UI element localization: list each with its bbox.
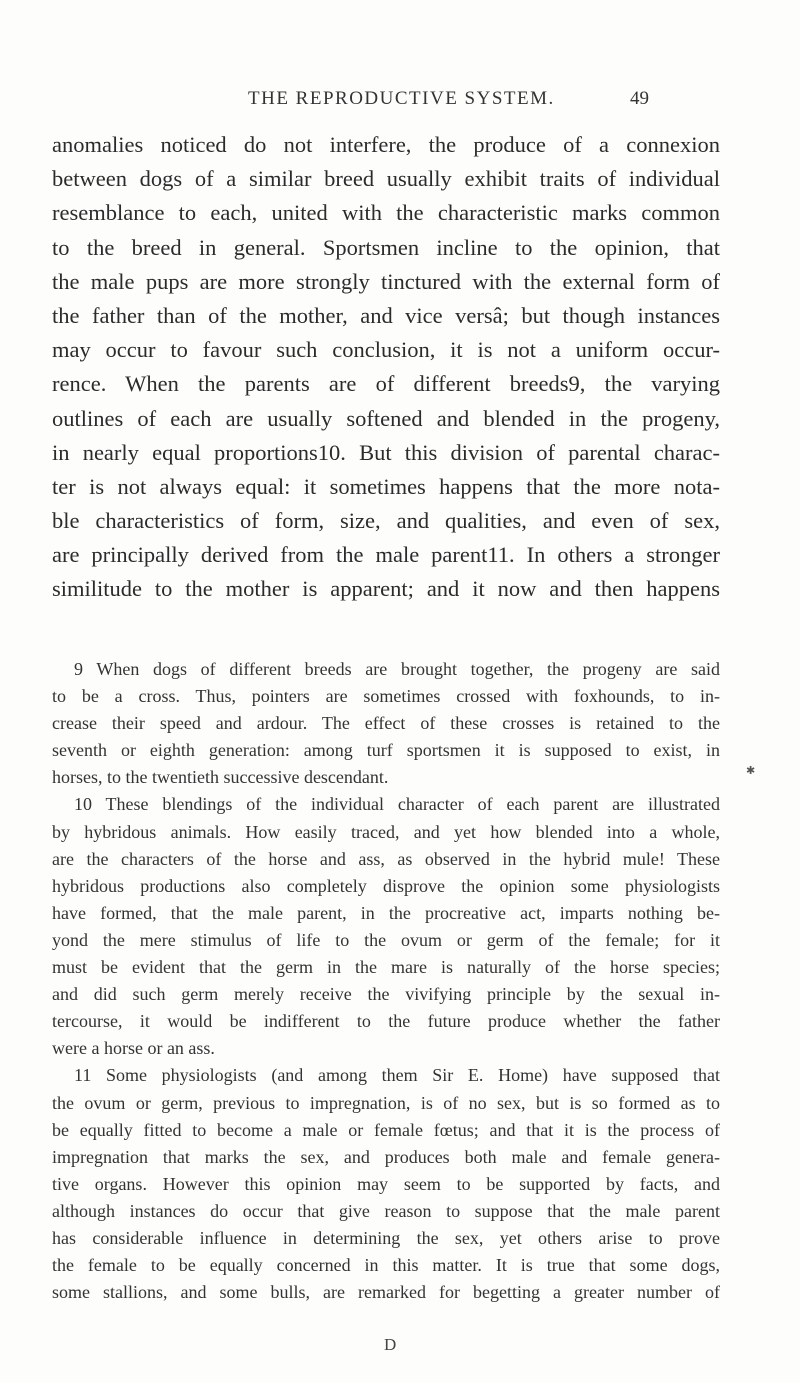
body-line: rence. When the parents are of different breeds9, the varying (52, 371, 720, 397)
body-line: may occur to favour such conclusion, it is not a uniform occur- (52, 337, 720, 363)
footnote-11-line: impregnation that marks the sex, and produces both male and female genera- (52, 1146, 720, 1167)
body-line: the father than of the mother, and vice versâ; but though instances (52, 302, 720, 328)
footnote-11-line: tive organs. However this opinion may seem to be supported by facts, and (52, 1173, 720, 1194)
signature-mark: D (384, 1335, 397, 1354)
body-line: resemblance to each, united with the characteristic marks common (52, 200, 720, 226)
footnote-11-line: the female to be equally concerned in this matter. It is true that some dogs, (52, 1255, 720, 1276)
footnote-11-line: some stallions, and some bulls, are remarked for begetting a greater number of (52, 1282, 720, 1303)
body-line: to the breed in general. Sportsmen incline to the opinion, that (52, 234, 720, 260)
footnote-10-line: and did such germ merely receive the vivifying principle by the sexual in- (52, 984, 720, 1005)
footnote-10-line: are the characters of the horse and ass, as observed in the hybrid mule! These (52, 848, 720, 869)
page-number: 49 (630, 88, 649, 109)
margin-ink-mark: ✱ (746, 764, 756, 777)
footnote-9-line: seventh or eighth generation: among turf sportsmen it is supposed to exist, in (52, 740, 720, 761)
body-line: between dogs of a similar breed usually exhibit traits of individual (52, 166, 720, 192)
body-line: the male pups are more strongly tinctured with the external form of (52, 268, 720, 294)
footnote-10-line: tercourse, it would be indifferent to the future produce whether the father (52, 1011, 720, 1032)
body-line: are principally derived from the male parent11. In others a stronger (52, 542, 720, 568)
footnote-11-line: although instances do occur that give reason to suppose that the male parent (52, 1200, 720, 1221)
footnote-10-line: 10 These blendings of the individual character of each parent are illustrated (74, 794, 720, 815)
footnote-10-line: yond the mere stimulus of life to the ovum or germ of the female; for it (52, 929, 720, 950)
footnote-11-line: has considerable influence in determining the sex, yet others arise to prove (52, 1227, 720, 1248)
body-line: anomalies noticed do not interfere, the produce of a connexion (52, 132, 720, 157)
footnote-10-line: must be evident that the germ in the mare is naturally of the horse species; (52, 957, 720, 978)
footnote-11-line: 11 Some physiologists (and among them Sir E. Home) have supposed that (74, 1065, 720, 1086)
running-head (0, 88, 800, 118)
footnotes (52, 656, 720, 1306)
body-line: in nearly equal proportions10. But this division of parental charac- (52, 439, 720, 465)
footnote-9-line: 9 When dogs of different breeds are brought together, the progeny are said (74, 659, 720, 679)
body-line: outlines of each are usually softened and blended in the progeny, (52, 405, 720, 431)
footnote-11-line: be equally fitted to become a male or female fœtus; and that it is the process of (52, 1119, 720, 1140)
footnote-10-line: by hybridous animals. How easily traced, and yet how blended into a whole, (52, 821, 720, 842)
footnote-10-line: have formed, that the male parent, in the procreative act, imparts nothing be- (52, 902, 720, 923)
footnote-10-line: were a horse or an ass. (52, 1038, 215, 1059)
main-paragraph (52, 128, 720, 607)
footnote-11-line: the ovum or germ, previous to impregnation, is of no sex, but is so formed as to (52, 1092, 720, 1113)
body-line: ter is not always equal: it sometimes happens that the more nota- (52, 473, 720, 499)
footnote-10-line: hybridous productions also completely disprove the opinion some physiologists (52, 875, 720, 896)
footnote-9-line: crease their speed and ardour. The effect of these crosses is retained to the (52, 713, 720, 734)
body-line: similitude to the mother is apparent; and it now and then happens (52, 576, 720, 602)
footnote-9-line: horses, to the twentieth successive descendant. (52, 767, 389, 788)
body-line: ble characteristics of form, size, and qualities, and even of sex, (52, 508, 720, 534)
footnote-9-line: to be a cross. Thus, pointers are sometimes crossed with foxhounds, to in- (52, 686, 720, 707)
running-title: THE REPRODUCTIVE SYSTEM. (248, 88, 555, 109)
